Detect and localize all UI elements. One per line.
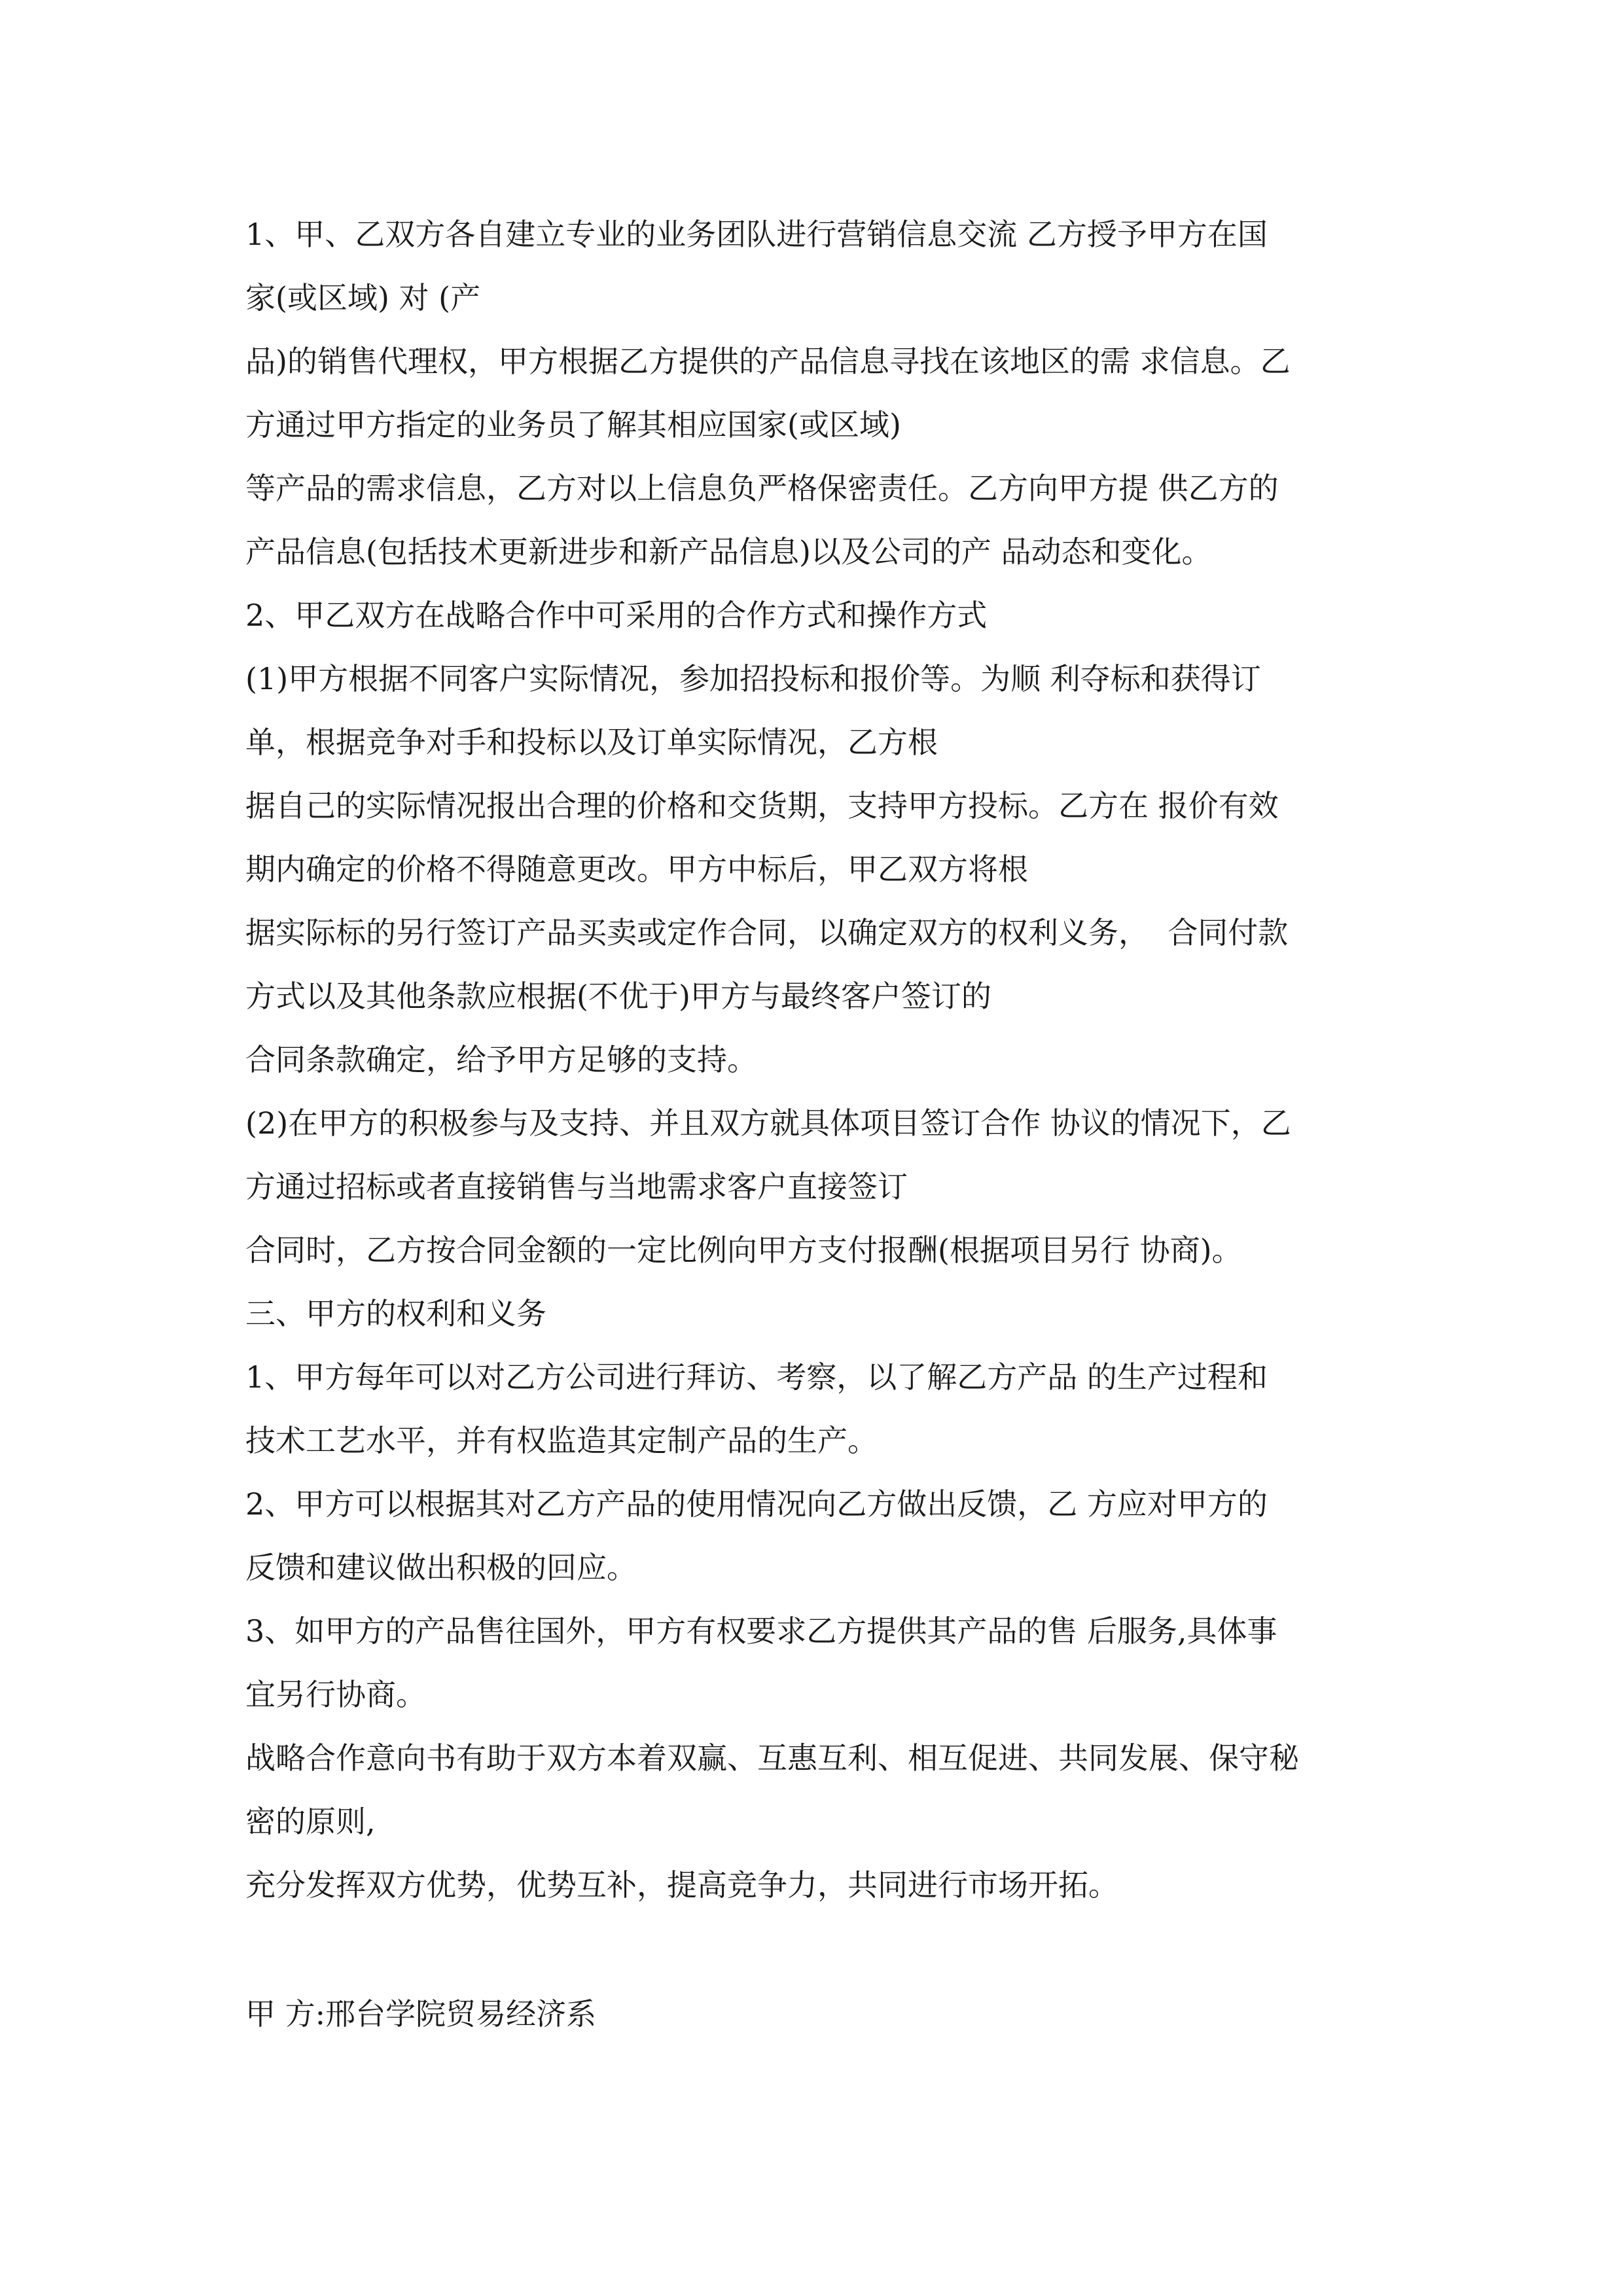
text-line: 2、甲方可以根据其对乙方产品的使用情况向乙方做出反馈，乙 方应对甲方的 bbox=[245, 1486, 1268, 1522]
text-line: (2)在甲方的积极参与及支持、并且双方就具体项目签订合作 协议的情况下，乙 bbox=[245, 1105, 1291, 1141]
text-line: 单，根据竞争对手和投标以及订单实际情况，乙方根 bbox=[245, 725, 938, 760]
text-line: 充分发挥双方优势，优势互补，提高竞争力，共同进行市场开拓。 bbox=[245, 1867, 1118, 1903]
text-line: 宜另行协商。 bbox=[245, 1677, 426, 1712]
text-line: 方通过招标或者直接销售与当地需求客户直接签订 bbox=[245, 1169, 908, 1204]
text-line: 等产品的需求信息，乙方对以上信息负严格保密责任。乙方向甲方提 供乙方的 bbox=[245, 471, 1279, 506]
document-body bbox=[245, 203, 1397, 1917]
text-line: 1、甲、乙双方各自建立专业的业务团队进行营销信息交流 乙方授予甲方在国 bbox=[245, 217, 1268, 252]
text-line: 3、如甲方的产品售往国外，甲方有权要求乙方提供其产品的售 后服务,具体事 bbox=[245, 1613, 1277, 1649]
text-line: 家(或区域) 对 (产 bbox=[245, 280, 481, 315]
text-line: 品)的销售代理权，甲方根据乙方提供的产品信息寻找在该地区的需 求信息。乙 bbox=[245, 344, 1291, 379]
text-line: 期内确定的价格不得随意更改。甲方中标后，甲乙双方将根 bbox=[245, 852, 1028, 887]
text-line: 据实际标的另行签订产品买卖或定作合同，以确定双方的权利义务， 合同付款 bbox=[245, 915, 1289, 950]
section-heading: 三、甲方的权利和义务 bbox=[245, 1296, 546, 1331]
text-line: 产品信息(包括技术更新进步和新产品信息)以及公司的产 品动态和变化。 bbox=[245, 534, 1212, 569]
text-line: 方通过甲方指定的业务员了解其相应国家(或区域) bbox=[245, 407, 901, 442]
text-line: 据自己的实际情况报出合理的价格和交货期，支持甲方投标。乙方在 报价有效 bbox=[245, 788, 1279, 823]
text-line: 1、甲方每年可以对乙方公司进行拜访、考察，以了解乙方产品 的生产过程和 bbox=[245, 1359, 1268, 1395]
text-line: 方式以及其他条款应根据(不优于)甲方与最终客户签订的 bbox=[245, 978, 991, 1014]
party-a-signature: 甲 方:邢台学院贸易经济系 bbox=[245, 1996, 597, 2032]
text-line: 战略合作意向书有助于双方本着双赢、互惠互利、相互促进、共同发展、保守秘 bbox=[245, 1740, 1299, 1776]
text-line: (1)甲方根据不同客户实际情况，参加招投标和报价等。为顺 利夺标和获得订 bbox=[245, 661, 1261, 696]
text-line: 技术工艺水平，并有权监造其定制产品的生产。 bbox=[245, 1423, 878, 1458]
text-line: 密的原则, bbox=[245, 1804, 376, 1839]
text-line: 反馈和建议做出积极的回应。 bbox=[245, 1550, 637, 1585]
text-line: 合同时，乙方按合同金额的一定比例向甲方支付报酬(根据项目另行 协商)。 bbox=[245, 1232, 1242, 1268]
text-line: 2、甲乙双方在战略合作中可采用的合作方式和操作方式 bbox=[245, 598, 988, 633]
text-line: 合同条款确定，给予甲方足够的支持。 bbox=[245, 1042, 757, 1077]
